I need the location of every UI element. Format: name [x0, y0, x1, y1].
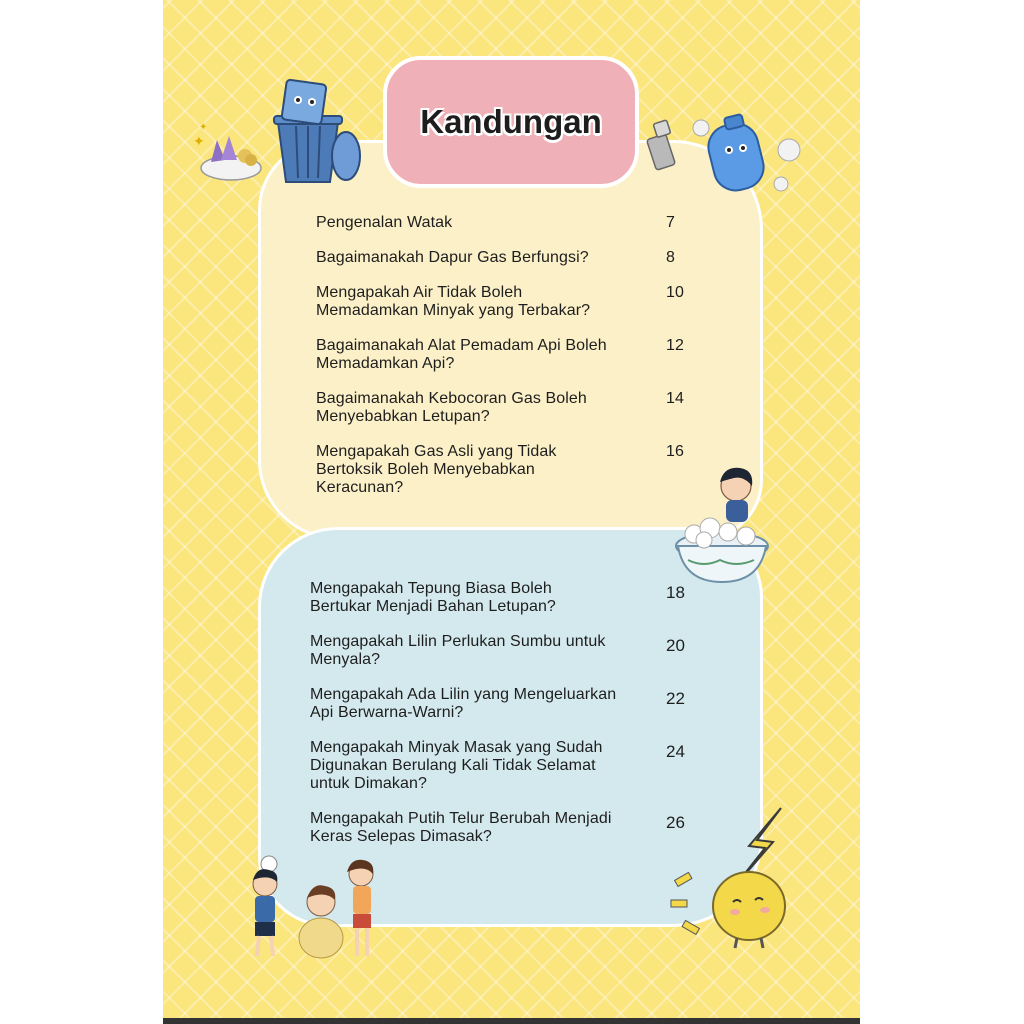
- trash-bin-character-icon: [266, 78, 362, 188]
- purple-crystals-bowl-icon: [189, 116, 267, 188]
- toc-entry-title: Mengapakah Ada Lilin yang Mengeluarkan Api Berwarna-Warni?: [310, 686, 617, 721]
- toc-entry-title: Bagaimanakah Kebocoran Gas Boleh Menyebabkan Letupan?: [316, 390, 587, 425]
- toc-entry: [316, 214, 696, 232]
- page-title: Kandungan: [420, 103, 602, 140]
- contents-list-part-one: [316, 214, 696, 514]
- toc-entry: [316, 284, 696, 320]
- toc-entry: [316, 443, 696, 497]
- toc-entry-title: Mengapakah Tepung Biasa Boleh Bertukar Menjadi Bahan Letupan?: [310, 580, 556, 615]
- toc-entry-page: 7: [666, 214, 675, 231]
- toc-entry-page: 12: [666, 337, 684, 354]
- toc-entry: [310, 580, 696, 616]
- toc-entry-title: Mengapakah Putih Telur Berubah Menjadi Keras Selepas Dimasak?: [310, 810, 612, 845]
- svg-text:✦: ✦: [199, 122, 208, 133]
- three-kids-characters-icon: [233, 852, 389, 968]
- toc-entry: [310, 810, 696, 846]
- contents-list-part-two: [310, 580, 696, 863]
- gas-cylinder-character-icon: [689, 112, 809, 200]
- toc-entry-page: 22: [666, 689, 686, 708]
- lighter-icon: [641, 112, 691, 174]
- toc-entry: [316, 337, 696, 373]
- toc-entry-title: Pengenalan Watak: [316, 214, 453, 231]
- toc-entry-title: Bagaimanakah Dapur Gas Berfungsi?: [316, 249, 589, 266]
- toc-entry-page: 20: [666, 636, 686, 655]
- toc-entry: [316, 390, 696, 426]
- toc-entry-page: 26: [666, 813, 686, 832]
- toc-entry-page: 8: [666, 249, 675, 266]
- toc-entry-title: Bagaimanakah Alat Pemadam Api Boleh Memadamkan Api?: [316, 337, 607, 372]
- title-box: [383, 56, 639, 188]
- toc-entry-page: 24: [666, 742, 686, 761]
- toc-entry-title: Mengapakah Air Tidak Boleh Memadamkan Minyak yang Terbakar?: [316, 284, 591, 319]
- toc-entry: [310, 633, 696, 669]
- toc-entry: [310, 739, 696, 793]
- toc-entry-title: Mengapakah Lilin Perlukan Sumbu untuk Menyala?: [310, 633, 606, 668]
- page-bottom-edge: [163, 1018, 860, 1024]
- toc-entry-page: 16: [666, 443, 684, 460]
- toc-entry-title: Mengapakah Gas Asli yang Tidak Bertoksik Boleh Menyebabkan Keracunan?: [316, 443, 557, 496]
- toc-entry-title: Mengapakah Minyak Masak yang Sudah Digunakan Berulang Kali Tidak Selamat untuk Dimakan?: [310, 739, 603, 792]
- toc-entry-page: 18: [666, 583, 686, 602]
- book-page: [163, 0, 860, 1024]
- toc-entry: [316, 249, 696, 267]
- toc-entry-page: 14: [666, 390, 684, 407]
- toc-entry-page: 10: [666, 284, 684, 301]
- svg-text:✦: ✦: [193, 134, 205, 150]
- toc-entry: [310, 686, 696, 722]
